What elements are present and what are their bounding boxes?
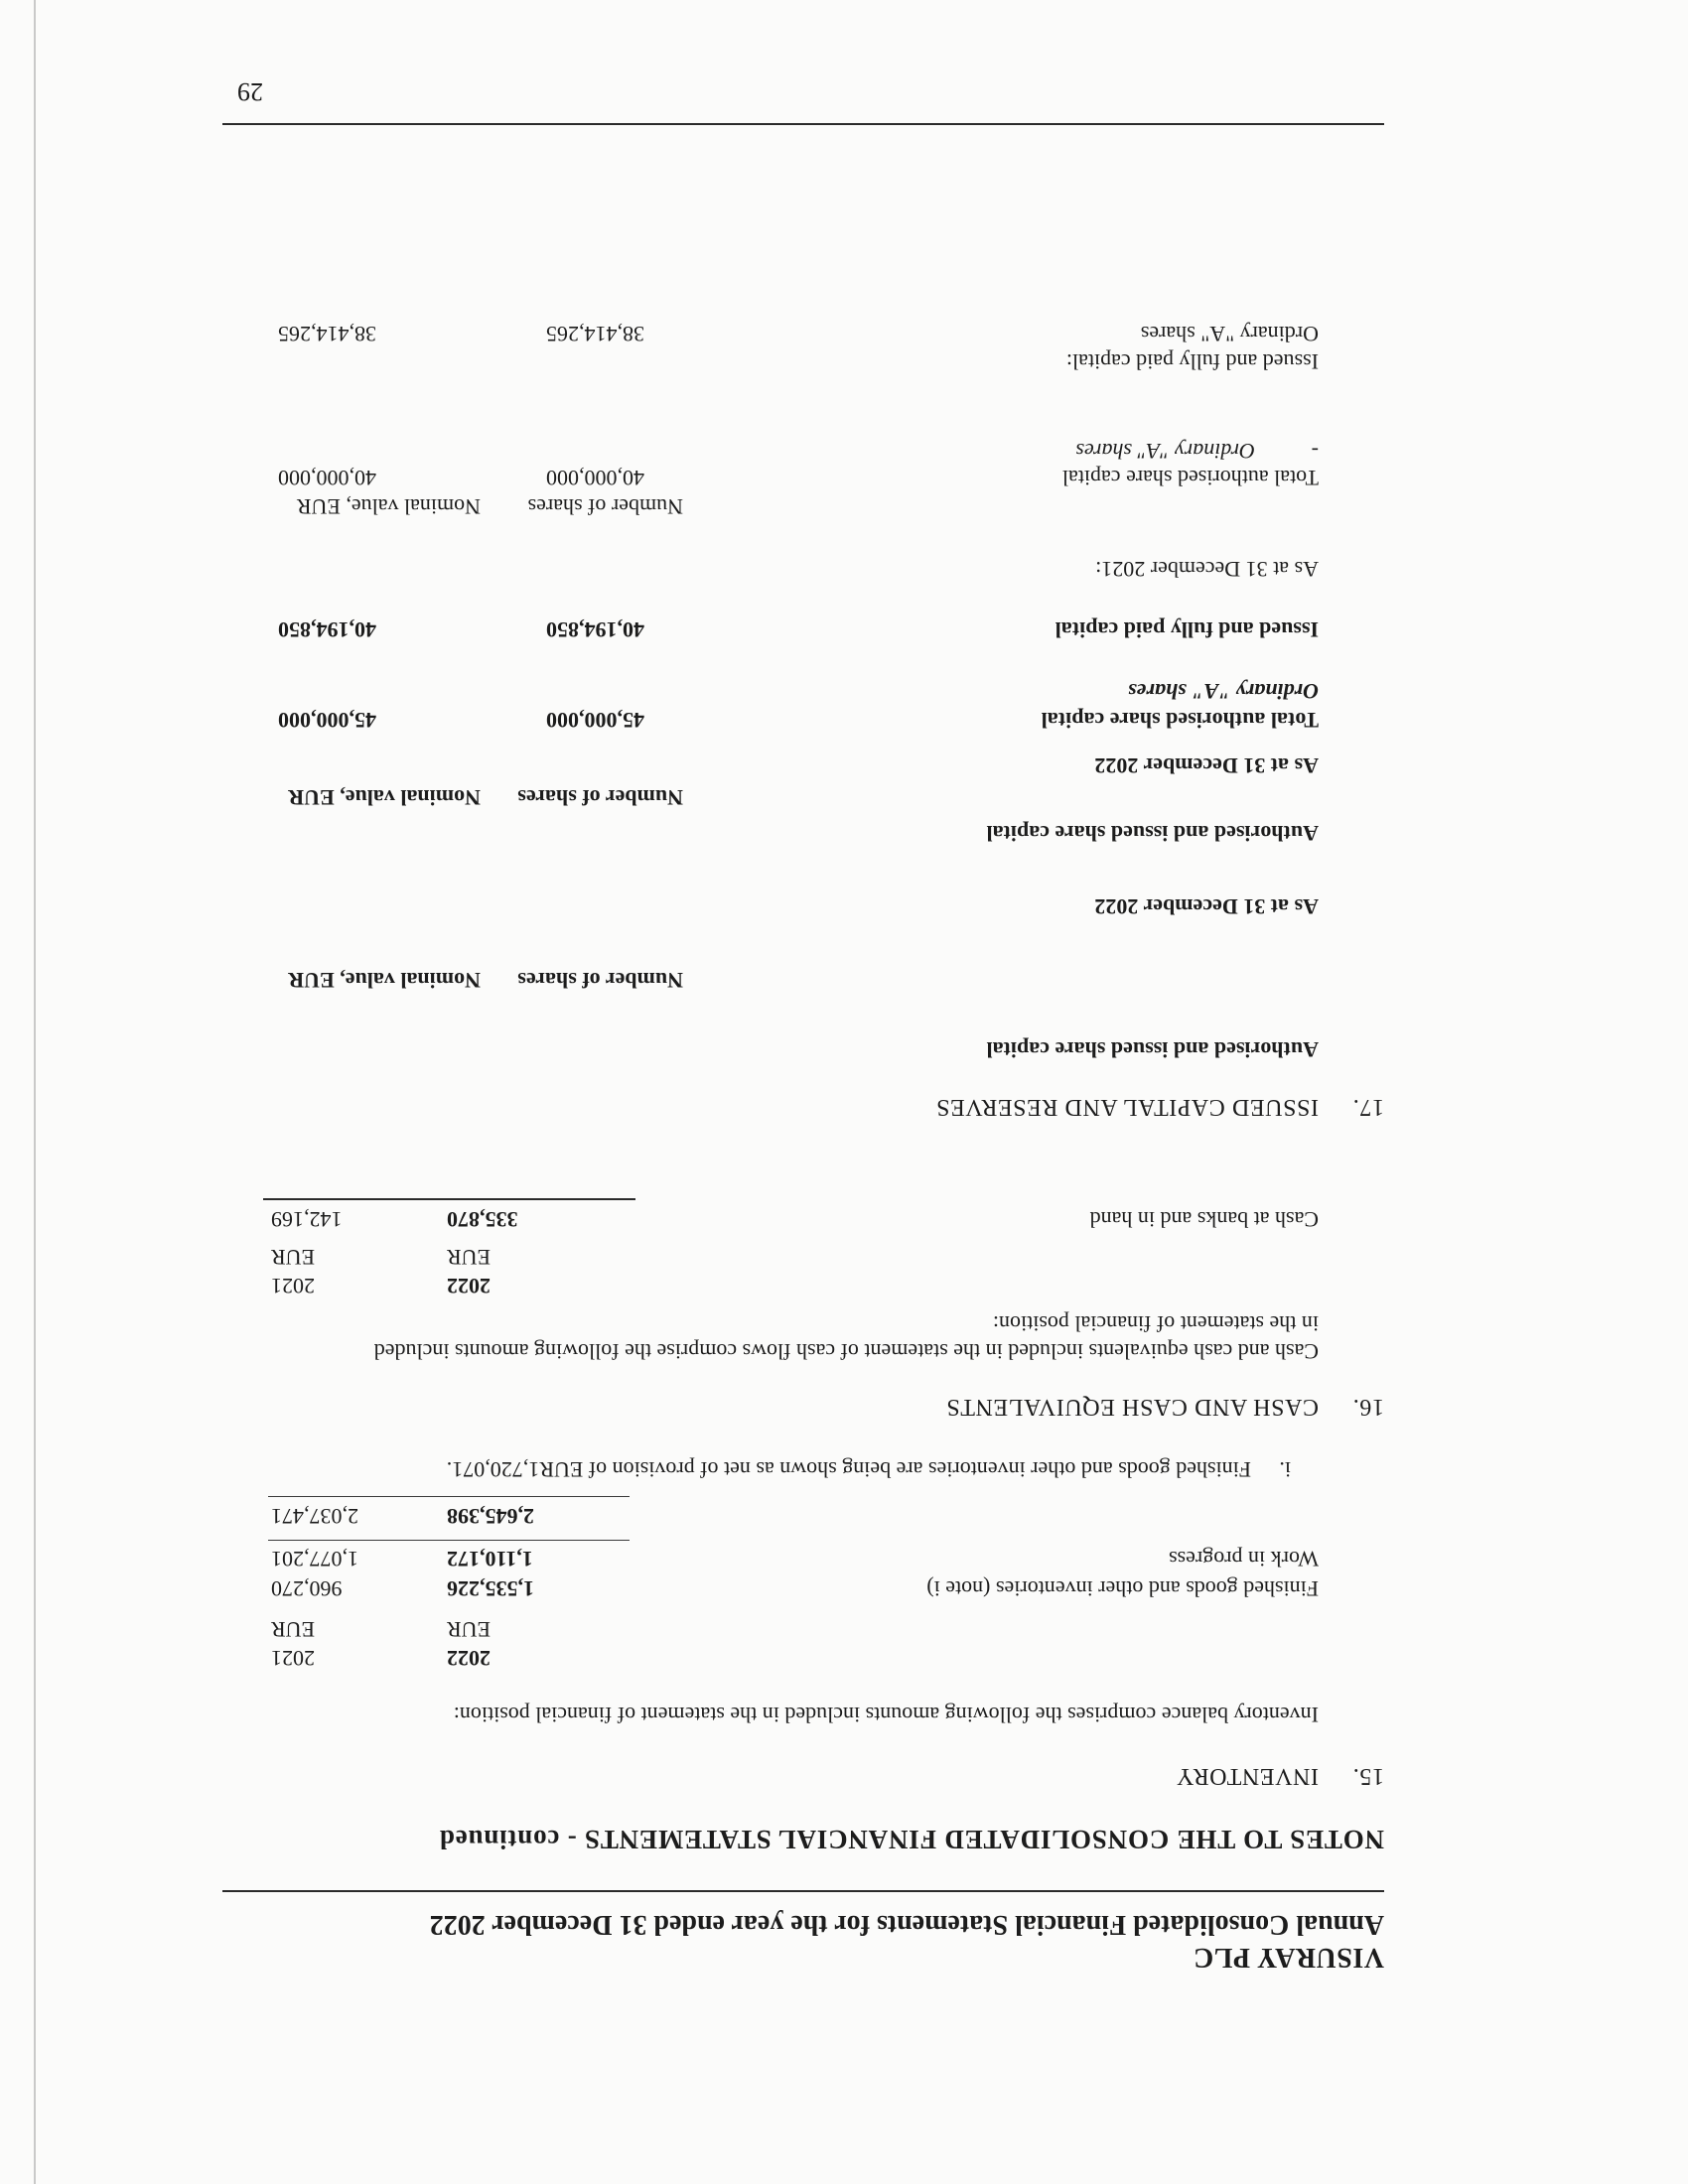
- cash-total-rule: [263, 1198, 635, 1200]
- cash-heading: CASH AND CASH EQUIVALENTS: [945, 1394, 1319, 1420]
- inventory-row-value-2022: 1,535,226: [447, 1576, 534, 1601]
- capital-subheading: Authorised and issued share capital: [986, 1037, 1319, 1062]
- authorised-shares-2022: 45,000,000: [546, 708, 644, 733]
- capital-as-at-2022: As at 31 December 2022: [1094, 894, 1319, 919]
- capital-as-at-2021: As at 31 December 2021:: [1095, 557, 1319, 582]
- inventory-col-2021: 2021: [271, 1646, 315, 1671]
- authorised-share-class-2021: Ordinary "A" shares: [1075, 439, 1255, 464]
- authorised-shares-2021: 40,000,000: [546, 466, 644, 490]
- authorised-capital-label: Total authorised share capital: [1041, 708, 1319, 733]
- page-number: 29: [237, 77, 263, 106]
- inventory-number: 15.: [1352, 1763, 1384, 1789]
- scan-edge-line: [34, 0, 36, 2184]
- cash-row-label: Cash at banks and in hand: [1089, 1207, 1319, 1232]
- inventory-subtotal-rule: [268, 1540, 630, 1541]
- inventory-note-marker: i.: [1279, 1457, 1291, 1482]
- cash-col-2022: 2022: [447, 1274, 491, 1298]
- issued-share-class-2021: Ordinary "A" shares: [1140, 322, 1319, 346]
- inventory-intro: Inventory balance comprises the following amounts included in the statement of financial position:: [453, 1703, 1319, 1727]
- inventory-row-value-2022: 1,110,172: [447, 1547, 533, 1571]
- inventory-row-label: Work in progress: [1169, 1547, 1319, 1571]
- cash-cur-2022: EUR: [447, 1245, 491, 1270]
- list-dash: -: [1311, 439, 1319, 464]
- inventory-col-2022: 2022: [447, 1646, 491, 1671]
- inventory-note-text: Finished goods and other inventories are being shown as net of provision of EUR1,720,071.: [446, 1457, 1251, 1482]
- capital-number: 17.: [1352, 1094, 1384, 1120]
- issued-nominal-2022: 40,194,850: [278, 617, 376, 642]
- capital-as-at-2022: As at 31 December 2022: [1094, 753, 1319, 778]
- inventory-total-rule: [268, 1496, 630, 1497]
- report-subtitle: Annual Consolidated Financial Statements for the year ended 31 December 2022: [429, 1909, 1384, 1940]
- issued-capital-label: Issued and fully paid capital: [1055, 617, 1319, 642]
- inventory-row-value-2021: 960,270: [271, 1576, 343, 1601]
- capital-subheading: Authorised and issued share capital: [986, 821, 1319, 846]
- inventory-cur-2022: EUR: [447, 1617, 491, 1642]
- cash-intro-line1: Cash and cash equivalents included in the statement of cash flows comprise the following amounts included: [373, 1339, 1319, 1364]
- cash-value-2022: 335,870: [447, 1207, 518, 1232]
- cash-intro-line2: in the statement of financial position:: [992, 1311, 1319, 1336]
- issued-shares-2022: 40,194,850: [546, 617, 644, 642]
- cash-col-2021: 2021: [271, 1274, 315, 1298]
- capital-col-nominal: Nominal value, EUR: [288, 785, 481, 810]
- inventory-row-value-2021: 1,077,201: [271, 1547, 358, 1571]
- capital-col-nominal: Nominal value, EUR: [296, 494, 481, 519]
- notes-title: NOTES TO THE CONSOLIDATED FINANCIAL STATEMENTS - continued: [439, 1825, 1384, 1854]
- inventory-total-2022: 2,645,398: [447, 1504, 534, 1529]
- inventory-row-label: Finished goods and other inventories (note i): [926, 1576, 1319, 1601]
- capital-col-shares: Number of shares: [517, 785, 683, 810]
- authorised-nominal-2022: 45,000,000: [278, 708, 376, 733]
- capital-col-shares: Number of shares: [527, 494, 683, 519]
- inventory-heading: INVENTORY: [1176, 1763, 1319, 1789]
- authorised-capital-label-2021: Total authorised share capital: [1061, 466, 1319, 490]
- footer-rule: [222, 123, 1384, 125]
- capital-col-nominal: Nominal value, EUR: [288, 968, 481, 993]
- inventory-total-2021: 2,037,471: [271, 1504, 358, 1529]
- authorised-share-class: Ordinary "A" shares: [1128, 679, 1319, 704]
- cash-cur-2021: EUR: [271, 1245, 315, 1270]
- company-name: VISURAY PLC: [1193, 1942, 1384, 1973]
- issued-shares-2021: 38,414,265: [546, 322, 644, 346]
- capital-col-shares: Number of shares: [517, 968, 683, 993]
- cash-value-2021: 142,169: [271, 1207, 343, 1232]
- cash-number: 16.: [1352, 1394, 1384, 1420]
- authorised-nominal-2021: 40,000,000: [278, 466, 376, 490]
- issued-capital-label-2021: Issued and fully paid capital:: [1065, 349, 1319, 374]
- issued-nominal-2021: 38,414,265: [278, 322, 376, 346]
- header-rule: [222, 1890, 1384, 1892]
- inventory-cur-2021: EUR: [271, 1617, 315, 1642]
- capital-heading: ISSUED CAPITAL AND RESERVES: [935, 1094, 1319, 1120]
